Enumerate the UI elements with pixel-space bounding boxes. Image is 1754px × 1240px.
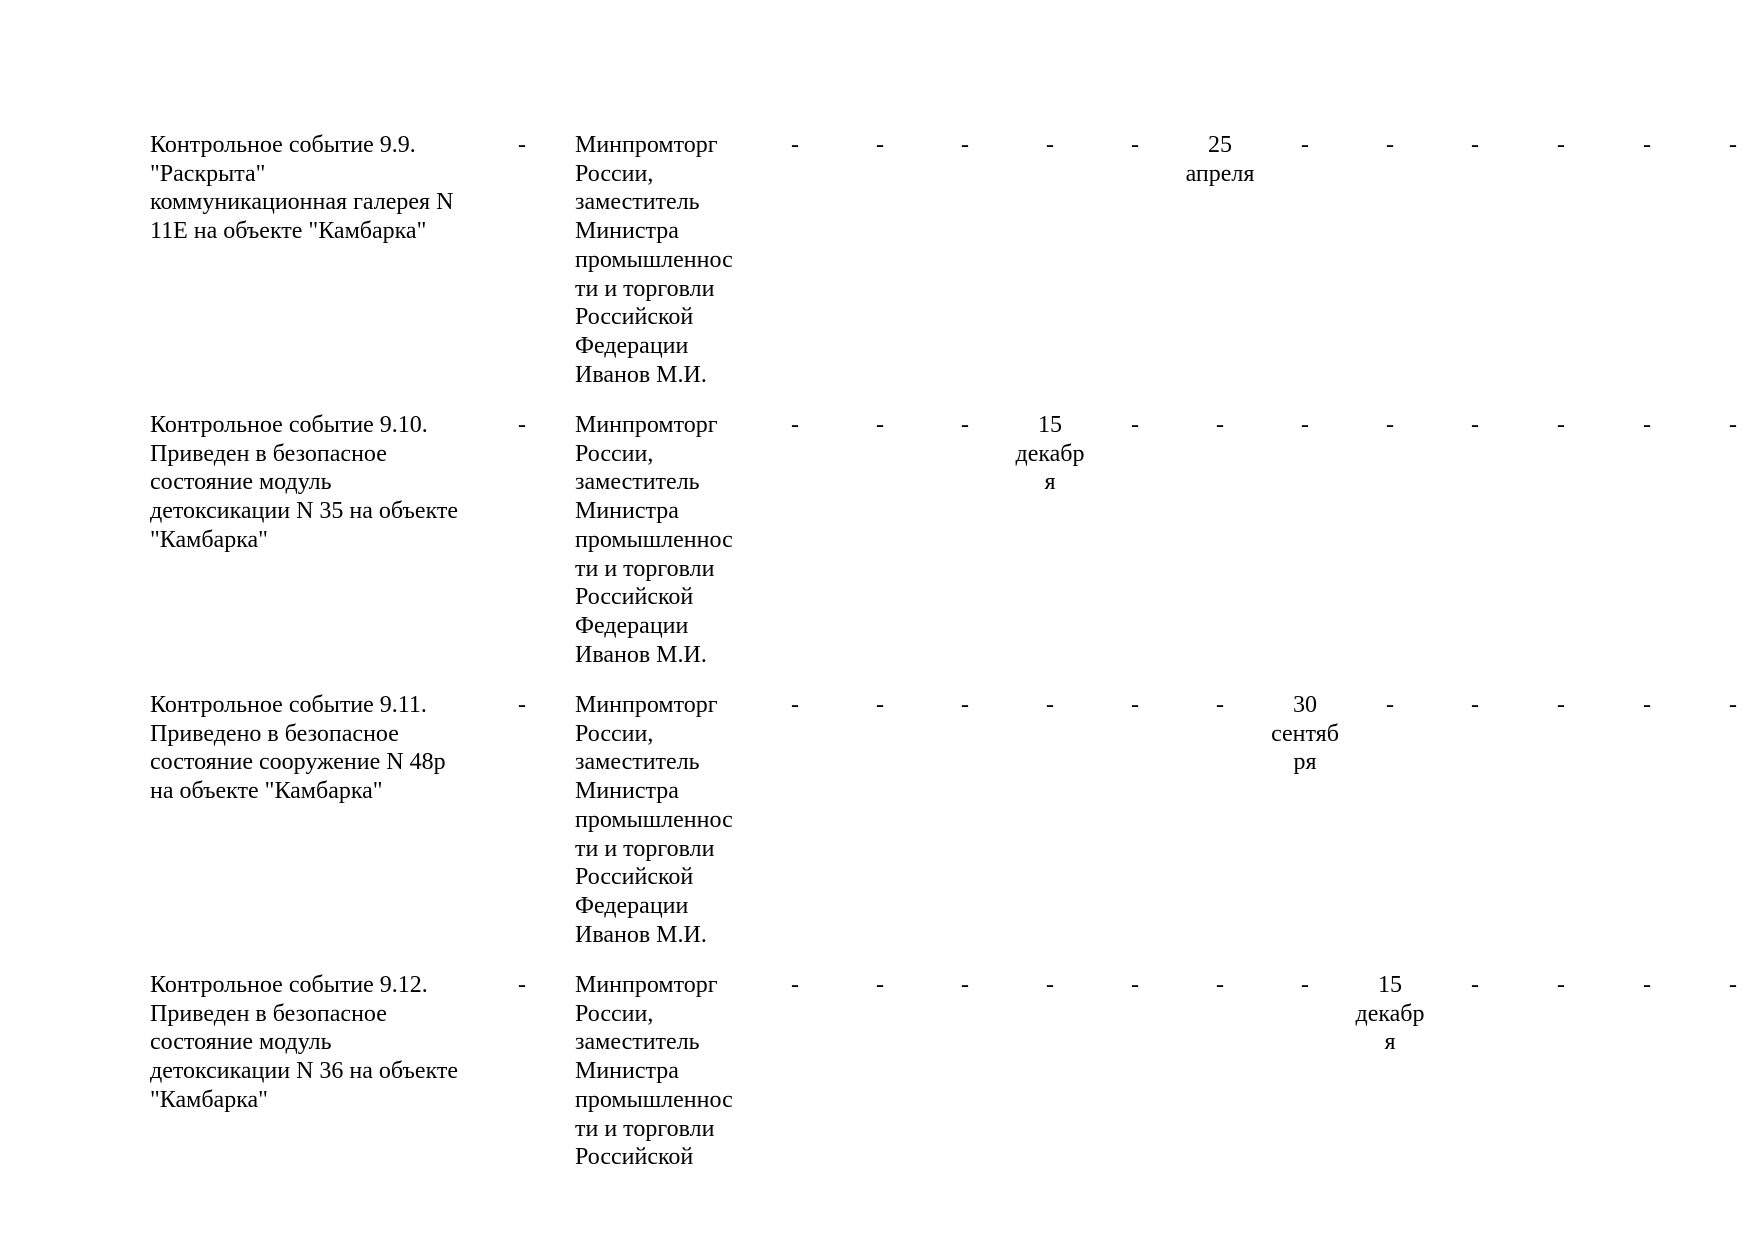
month-value: - [1046, 132, 1054, 158]
month-value: 25 [1208, 132, 1232, 158]
month-cell-8 [1352, 131, 1428, 160]
responsible-text: Российской [575, 864, 694, 891]
month-cell-9 [1437, 691, 1513, 720]
responsible-text: Федерации [575, 612, 689, 639]
responsible-text: Минпромторг [575, 132, 718, 158]
responsible-text: Иванов М.И. [575, 641, 707, 668]
month-value: 15 [1378, 972, 1402, 998]
event-text: состояние модуль [150, 1029, 332, 1056]
responsible-text: России, [575, 160, 654, 187]
responsible-text: промышленнос [575, 246, 733, 273]
month-cell-7 [1267, 131, 1343, 160]
month-value: - [1131, 132, 1139, 158]
responsible-text: Министра [575, 498, 679, 525]
month-value: декабр [1355, 1000, 1425, 1027]
month-value: - [1386, 412, 1394, 438]
month-value: - [1131, 972, 1139, 998]
month-value: - [1046, 692, 1054, 718]
month-cell-6 [1182, 411, 1258, 440]
month-value: - [1301, 132, 1309, 158]
month-value: - [791, 972, 799, 998]
month-value: - [1301, 412, 1309, 438]
event-text: Приведен в безопасное [150, 1000, 387, 1027]
month-value: - [876, 692, 884, 718]
month-cell-2 [842, 131, 918, 160]
month-value: - [1643, 972, 1651, 998]
month-value: - [1471, 412, 1479, 438]
responsible-text: Иванов М.И. [575, 921, 707, 948]
month-cell-7 [1267, 971, 1343, 1000]
month-value: - [791, 412, 799, 438]
month-value: - [1216, 412, 1224, 438]
event-text: Контрольное событие 9.12. [150, 972, 428, 998]
event-text: Контрольное событие 9.10. [150, 412, 428, 438]
month-value: - [1557, 412, 1565, 438]
month-cell-11 [1609, 971, 1685, 1000]
month-cell-10 [1523, 691, 1599, 720]
responsible-text: ти и торговли [575, 1115, 715, 1142]
month-cell-8 [1352, 411, 1428, 440]
month-value: сентяб [1271, 720, 1339, 747]
responsible-text: заместитель [575, 749, 700, 776]
responsible-text: Российской [575, 584, 694, 611]
responsible-cell [575, 691, 743, 949]
month-value: - [961, 972, 969, 998]
empty-value-cell: - [518, 692, 526, 718]
month-cell-1 [757, 691, 833, 720]
month-cell-12 [1695, 691, 1754, 720]
month-cell-11 [1609, 411, 1685, 440]
month-cell-6 [1182, 691, 1258, 720]
month-value: - [876, 412, 884, 438]
empty-value-cell: - [518, 132, 526, 158]
responsible-text: промышленнос [575, 526, 733, 553]
responsible-text: Минпромторг [575, 412, 718, 438]
month-value: - [1643, 692, 1651, 718]
month-value: 30 [1293, 692, 1317, 718]
month-value: - [1046, 972, 1054, 998]
month-cell-9 [1437, 971, 1513, 1000]
month-cell-11 [1609, 131, 1685, 160]
month-value: - [1643, 412, 1651, 438]
month-cell-4 [1012, 131, 1088, 160]
month-value: - [876, 132, 884, 158]
responsible-text: ти и торговли [575, 275, 715, 302]
month-cell-5 [1097, 971, 1173, 1000]
month-value: - [961, 132, 969, 158]
month-value: - [1557, 692, 1565, 718]
responsible-text: Минпромторг [575, 692, 718, 718]
responsible-text: Федерации [575, 892, 689, 919]
event-text: Приведен в безопасное [150, 440, 387, 467]
month-cell-3 [927, 691, 1003, 720]
responsible-text: Иванов М.И. [575, 361, 707, 388]
month-cell-1 [757, 411, 833, 440]
responsible-text: России, [575, 1000, 654, 1027]
month-cell-5 [1097, 131, 1173, 160]
month-value: - [1216, 972, 1224, 998]
event-text: детоксикации N 36 на объекте [150, 1058, 459, 1085]
responsible-text: России, [575, 720, 654, 747]
month-cell-10 [1523, 131, 1599, 160]
month-value: 15 [1038, 412, 1062, 438]
month-value: - [1131, 692, 1139, 718]
month-value: - [791, 692, 799, 718]
event-cell [150, 971, 485, 1115]
month-value: я [1384, 1029, 1396, 1056]
month-cell-4 [1012, 411, 1088, 497]
responsible-text: Российской [575, 304, 694, 331]
month-cell-11 [1609, 691, 1685, 720]
month-cell-4 [1012, 971, 1088, 1000]
month-value: - [961, 412, 969, 438]
month-cell-6 [1182, 971, 1258, 1000]
month-cell-3 [927, 411, 1003, 440]
month-cell-5 [1097, 411, 1173, 440]
month-cell-3 [927, 131, 1003, 160]
event-cell [150, 411, 485, 555]
month-cell-7 [1267, 411, 1343, 440]
month-value: - [1386, 132, 1394, 158]
month-cell-2 [842, 971, 918, 1000]
responsible-text: промышленнос [575, 806, 733, 833]
event-text: состояние модуль [150, 469, 332, 496]
responsible-text: Федерации [575, 332, 689, 359]
month-value: - [1216, 692, 1224, 718]
responsible-text: заместитель [575, 469, 700, 496]
responsible-text: ти и торговли [575, 555, 715, 582]
month-value: - [1386, 692, 1394, 718]
event-text: 11Е на объекте "Камбарка" [150, 218, 427, 245]
event-cell [150, 131, 485, 246]
month-cell-6 [1182, 131, 1258, 188]
event-text: состояние сооружение N 48р [150, 749, 446, 776]
month-value: - [791, 132, 799, 158]
event-cell [150, 691, 485, 806]
event-text: на объекте "Камбарка" [150, 778, 383, 805]
month-value: - [1557, 972, 1565, 998]
month-cell-2 [842, 691, 918, 720]
responsible-text: промышленнос [575, 1086, 733, 1113]
month-cell-5 [1097, 691, 1173, 720]
month-cell-2 [842, 411, 918, 440]
month-cell-12 [1695, 411, 1754, 440]
month-value: я [1044, 469, 1056, 496]
responsible-text: заместитель [575, 189, 700, 216]
responsible-text: России, [575, 440, 654, 467]
responsible-text: Минпромторг [575, 972, 718, 998]
month-value: - [876, 972, 884, 998]
responsible-text: Министра [575, 1058, 679, 1085]
month-value: - [1301, 972, 1309, 998]
month-cell-3 [927, 971, 1003, 1000]
responsible-cell [575, 411, 743, 669]
empty-value-cell: - [518, 412, 526, 438]
month-cell-1 [757, 131, 833, 160]
month-cell-8 [1352, 971, 1428, 1057]
event-text: "Камбарка" [150, 1086, 268, 1113]
month-value: - [961, 692, 969, 718]
month-cell-4 [1012, 691, 1088, 720]
responsible-cell [575, 131, 743, 389]
event-text: коммуникационная галерея N [150, 189, 454, 216]
month-cell-7 [1267, 691, 1343, 777]
month-value: - [1471, 692, 1479, 718]
responsible-cell [575, 971, 743, 1172]
event-text: Контрольное событие 9.11. [150, 692, 427, 718]
event-text: детоксикации N 35 на объекте [150, 498, 459, 525]
month-cell-9 [1437, 131, 1513, 160]
month-value: - [1729, 972, 1737, 998]
responsible-text: Министра [575, 778, 679, 805]
month-cell-10 [1523, 411, 1599, 440]
month-value: - [1643, 132, 1651, 158]
month-cell-1 [757, 971, 833, 1000]
month-value: ря [1293, 749, 1317, 776]
responsible-text: Министра [575, 218, 679, 245]
event-text: Контрольное событие 9.9. [150, 132, 416, 158]
month-cell-9 [1437, 411, 1513, 440]
event-text: "Камбарка" [150, 526, 268, 553]
month-cell-8 [1352, 691, 1428, 720]
month-value: - [1729, 132, 1737, 158]
event-text: Приведено в безопасное [150, 720, 399, 747]
month-cell-10 [1523, 971, 1599, 1000]
responsible-text: Российской [575, 1144, 694, 1171]
month-cell-12 [1695, 971, 1754, 1000]
responsible-text: ти и торговли [575, 835, 715, 862]
month-value: - [1729, 692, 1737, 718]
responsible-text: заместитель [575, 1029, 700, 1056]
empty-value-cell: - [518, 972, 526, 998]
month-value: - [1471, 972, 1479, 998]
month-cell-12 [1695, 131, 1754, 160]
event-text: "Раскрыта" [150, 160, 266, 187]
month-value: - [1471, 132, 1479, 158]
month-value: декабр [1015, 440, 1085, 467]
month-value: - [1131, 412, 1139, 438]
month-value: - [1729, 412, 1737, 438]
month-value: - [1557, 132, 1565, 158]
month-value: апреля [1185, 160, 1255, 187]
